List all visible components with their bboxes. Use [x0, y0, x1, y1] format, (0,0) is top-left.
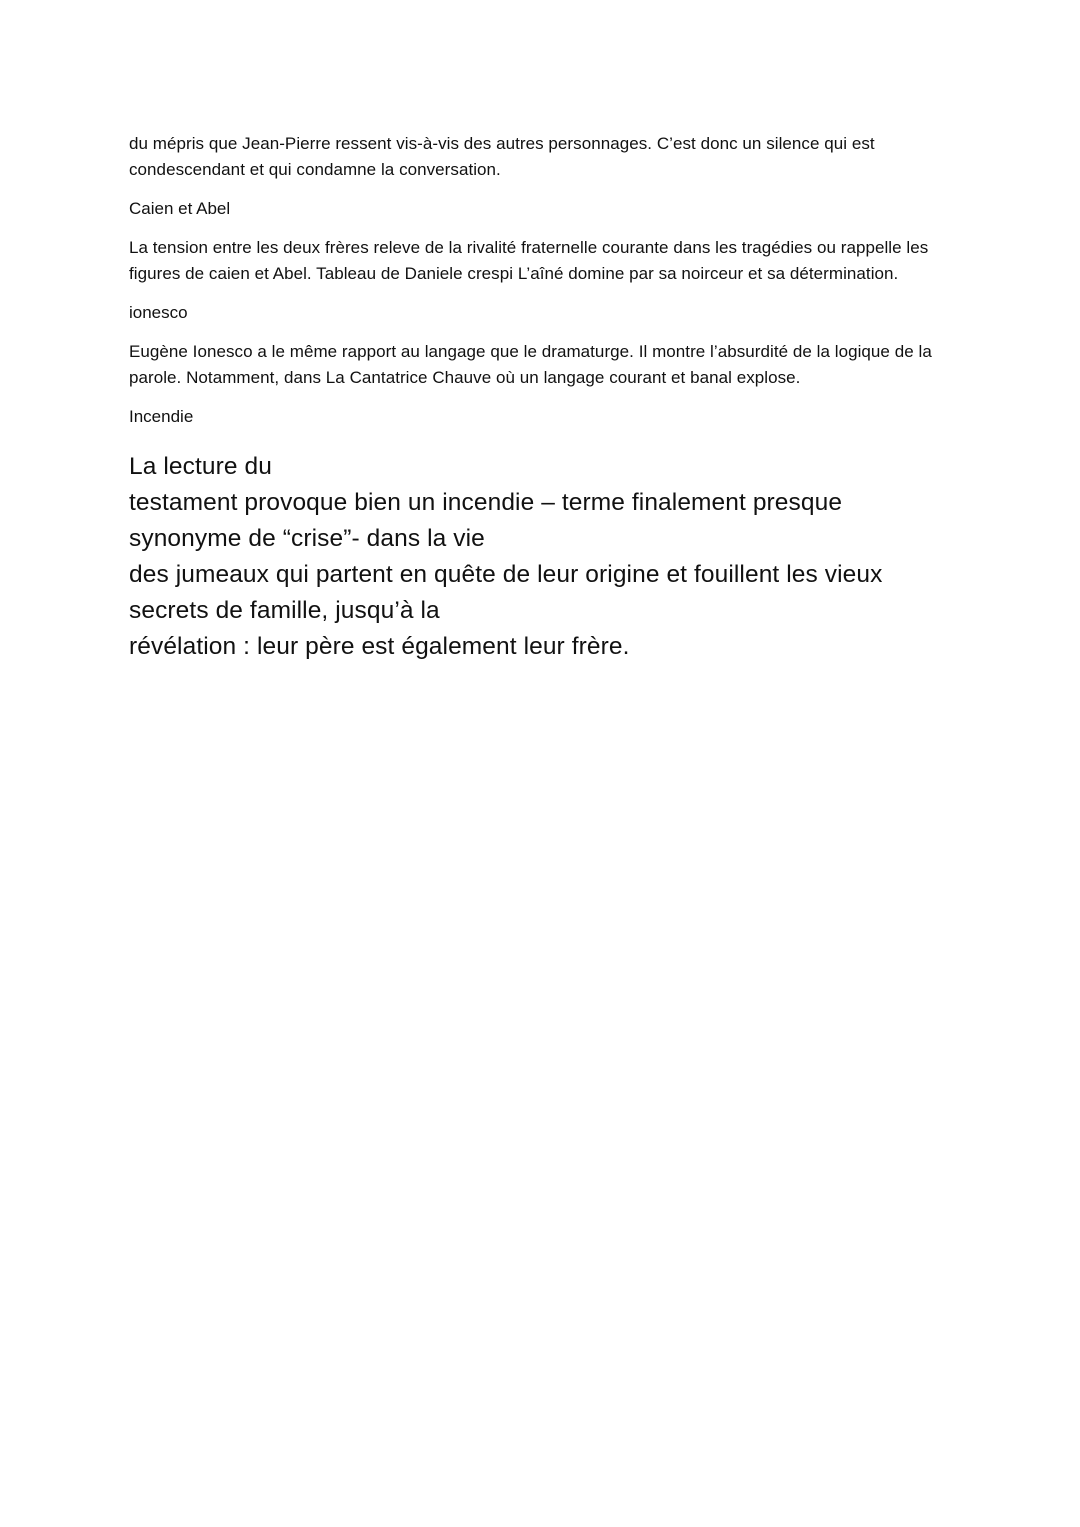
- section-heading-caien-abel: Caien et Abel: [129, 199, 231, 218]
- incendie-line: secrets de famille, jusqu’à la: [129, 597, 440, 624]
- incendie-text-block: [129, 449, 959, 665]
- section-heading-ionesco: ionesco: [129, 303, 188, 322]
- section-heading-incendie: Incendie: [129, 407, 194, 426]
- incendie-line: synonyme de “crise”- dans la vie: [129, 525, 485, 552]
- incendie-line: La lecture du: [129, 453, 272, 480]
- document-content: [129, 131, 959, 665]
- incendie-line: des jumeaux qui partent en quête de leur origine et fouillent les vieux: [129, 561, 883, 588]
- section-body-ionesco: Eugène Ionesco a le même rapport au langage que le dramaturge. Il montre l’absurdité de la logique de la parole. Notamment, dans La Cantatrice Chauve où un langage courant et banal explose.: [129, 342, 932, 387]
- intro-paragraph: du mépris que Jean-Pierre ressent vis-à-vis des autres personnages. C’est donc un silence qui est condescendant et qui condamne la conversation.: [129, 134, 875, 179]
- section-body-caien-abel: La tension entre les deux frères releve de la rivalité fraternelle courante dans les tragédies ou rappelle les figures de caien et Abel. Tableau de Daniele crespi L’aîné domine par sa noirceur et sa détermination.: [129, 238, 929, 283]
- incendie-line: révélation : leur père est également leur frère.: [129, 633, 630, 660]
- incendie-line: testament provoque bien un incendie – terme finalement presque: [129, 489, 843, 516]
